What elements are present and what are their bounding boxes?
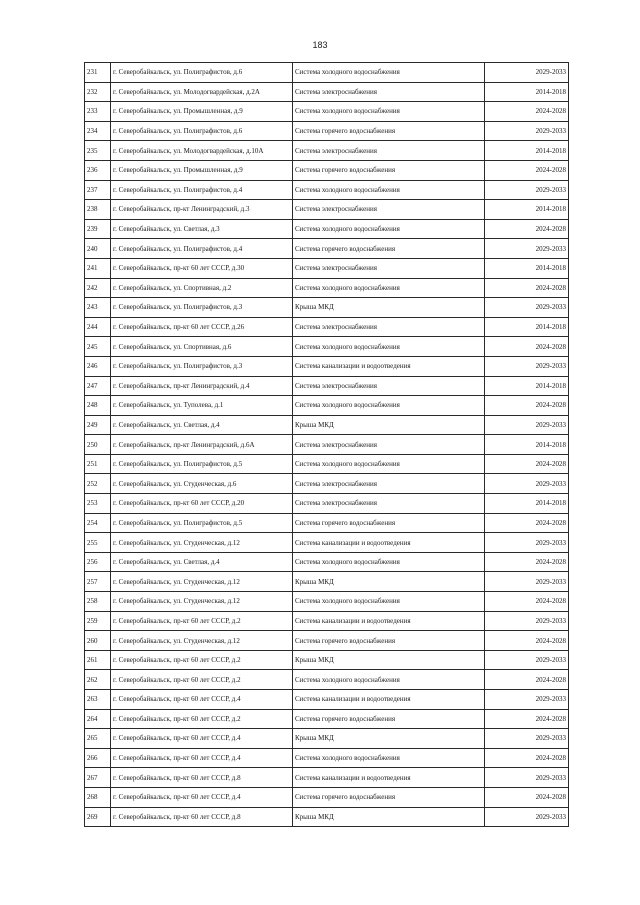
period-cell: 2029-2033 bbox=[485, 690, 569, 710]
row-number-cell: 265 bbox=[85, 729, 111, 749]
period-cell: 2024-2028 bbox=[485, 454, 569, 474]
address-cell: г. Северобайкальск, ул. Светлая, д.4 bbox=[111, 552, 293, 572]
address-cell: г. Северобайкальск, ул. Спортивная, д.6 bbox=[111, 337, 293, 357]
period-cell: 2029-2033 bbox=[485, 611, 569, 631]
table-row bbox=[85, 690, 569, 710]
period-cell: 2029-2033 bbox=[485, 415, 569, 435]
period-cell: 2014-2018 bbox=[485, 258, 569, 278]
address-cell: г. Северобайкальск, ул. Студенческая, д.12 bbox=[111, 572, 293, 592]
period-cell: 2029-2033 bbox=[485, 572, 569, 592]
period-cell: 2029-2033 bbox=[485, 63, 569, 83]
table-row bbox=[85, 670, 569, 690]
system-cell: Крыша МКД bbox=[293, 298, 485, 318]
table-row bbox=[85, 121, 569, 141]
system-cell: Система канализации и водоотведения bbox=[293, 768, 485, 788]
table-row bbox=[85, 396, 569, 416]
table-row bbox=[85, 141, 569, 161]
system-cell: Система горячего водоснабжения bbox=[293, 631, 485, 651]
address-cell: г. Северобайкальск, пр-кт Ленинградский, д.6А bbox=[111, 435, 293, 455]
table-row bbox=[85, 180, 569, 200]
period-cell: 2024-2028 bbox=[485, 631, 569, 651]
table-row bbox=[85, 239, 569, 259]
row-number-cell: 258 bbox=[85, 592, 111, 612]
row-number-cell: 248 bbox=[85, 396, 111, 416]
period-cell: 2029-2033 bbox=[485, 121, 569, 141]
address-cell: г. Северобайкальск, пр-кт 60 лет СССР, д.2 bbox=[111, 650, 293, 670]
address-cell: г. Северобайкальск, пр-кт Ленинградский, д.3 bbox=[111, 200, 293, 220]
period-cell: 2029-2033 bbox=[485, 474, 569, 494]
row-number-cell: 267 bbox=[85, 768, 111, 788]
address-cell: г. Северобайкальск, пр-кт Ленинградский, д.4 bbox=[111, 376, 293, 396]
row-number-cell: 249 bbox=[85, 415, 111, 435]
row-number-cell: 259 bbox=[85, 611, 111, 631]
row-number-cell: 233 bbox=[85, 102, 111, 122]
address-cell: г. Северобайкальск, ул. Полиграфистов, д.6 bbox=[111, 121, 293, 141]
row-number-cell: 261 bbox=[85, 650, 111, 670]
address-cell: г. Северобайкальск, ул. Студенческая, д.12 bbox=[111, 631, 293, 651]
row-number-cell: 247 bbox=[85, 376, 111, 396]
row-number-cell: 263 bbox=[85, 690, 111, 710]
table-row bbox=[85, 552, 569, 572]
system-cell: Система горячего водоснабжения bbox=[293, 121, 485, 141]
row-number-cell: 243 bbox=[85, 298, 111, 318]
table-row bbox=[85, 454, 569, 474]
row-number-cell: 255 bbox=[85, 533, 111, 553]
table-row bbox=[85, 533, 569, 553]
table-row bbox=[85, 356, 569, 376]
table-row bbox=[85, 415, 569, 435]
address-cell: г. Северобайкальск, пр-кт 60 лет СССР, д.8 bbox=[111, 807, 293, 827]
registry-table-body bbox=[85, 63, 569, 827]
period-cell: 2024-2028 bbox=[485, 670, 569, 690]
row-number-cell: 235 bbox=[85, 141, 111, 161]
address-cell: г. Северобайкальск, ул. Полиграфистов, д.6 bbox=[111, 63, 293, 83]
period-cell: 2014-2018 bbox=[485, 435, 569, 455]
address-cell: г. Северобайкальск, ул. Спортивная, д.2 bbox=[111, 278, 293, 298]
address-cell: г. Северобайкальск, пр-кт 60 лет СССР, д.20 bbox=[111, 494, 293, 514]
address-cell: г. Северобайкальск, ул. Студенческая, д.6 bbox=[111, 474, 293, 494]
system-cell: Система электроснабжения bbox=[293, 376, 485, 396]
row-number-cell: 244 bbox=[85, 317, 111, 337]
table-row bbox=[85, 219, 569, 239]
system-cell: Система холодного водоснабжения bbox=[293, 278, 485, 298]
table-row bbox=[85, 513, 569, 533]
address-cell: г. Северобайкальск, ул. Полиграфистов, д.4 bbox=[111, 180, 293, 200]
table-row bbox=[85, 258, 569, 278]
row-number-cell: 241 bbox=[85, 258, 111, 278]
table-row bbox=[85, 592, 569, 612]
table-row bbox=[85, 474, 569, 494]
page-number: 183 bbox=[312, 40, 328, 50]
table-row bbox=[85, 376, 569, 396]
period-cell: 2014-2018 bbox=[485, 317, 569, 337]
row-number-cell: 250 bbox=[85, 435, 111, 455]
system-cell: Система горячего водоснабжения bbox=[293, 513, 485, 533]
table-row bbox=[85, 298, 569, 318]
system-cell: Система холодного водоснабжения bbox=[293, 454, 485, 474]
address-cell: г. Северобайкальск, ул. Студенческая, д.12 bbox=[111, 592, 293, 612]
system-cell: Система канализации и водоотведения bbox=[293, 611, 485, 631]
system-cell: Система холодного водоснабжения bbox=[293, 670, 485, 690]
table-row bbox=[85, 768, 569, 788]
system-cell: Система канализации и водоотведения bbox=[293, 690, 485, 710]
period-cell: 2024-2028 bbox=[485, 748, 569, 768]
address-cell: г. Северобайкальск, ул. Полиграфистов, д.5 bbox=[111, 454, 293, 474]
period-cell: 2029-2033 bbox=[485, 180, 569, 200]
period-cell: 2024-2028 bbox=[485, 592, 569, 612]
table-row bbox=[85, 650, 569, 670]
row-number-cell: 236 bbox=[85, 160, 111, 180]
address-cell: г. Северобайкальск, пр-кт 60 лет СССР, д.4 bbox=[111, 748, 293, 768]
period-cell: 2024-2028 bbox=[485, 102, 569, 122]
row-number-cell: 238 bbox=[85, 200, 111, 220]
period-cell: 2024-2028 bbox=[485, 552, 569, 572]
address-cell: г. Северобайкальск, пр-кт 60 лет СССР, д.4 bbox=[111, 690, 293, 710]
table-row bbox=[85, 709, 569, 729]
system-cell: Система холодного водоснабжения bbox=[293, 219, 485, 239]
address-cell: г. Северобайкальск, пр-кт 60 лет СССР, д.8 bbox=[111, 768, 293, 788]
table-row bbox=[85, 337, 569, 357]
system-cell: Система холодного водоснабжения bbox=[293, 63, 485, 83]
row-number-cell: 260 bbox=[85, 631, 111, 651]
system-cell: Система горячего водоснабжения bbox=[293, 709, 485, 729]
system-cell: Система холодного водоснабжения bbox=[293, 102, 485, 122]
row-number-cell: 256 bbox=[85, 552, 111, 572]
registry-table bbox=[84, 62, 569, 827]
table-row bbox=[85, 807, 569, 827]
system-cell: Система горячего водоснабжения bbox=[293, 787, 485, 807]
table-row bbox=[85, 494, 569, 514]
period-cell: 2024-2028 bbox=[485, 219, 569, 239]
system-cell: Крыша МКД bbox=[293, 650, 485, 670]
address-cell: г. Северобайкальск, ул. Промышленная, д.9 bbox=[111, 160, 293, 180]
row-number-cell: 269 bbox=[85, 807, 111, 827]
address-cell: г. Северобайкальск, пр-кт 60 лет СССР, д.2 bbox=[111, 709, 293, 729]
table-row bbox=[85, 631, 569, 651]
table-row bbox=[85, 200, 569, 220]
system-cell: Система электроснабжения bbox=[293, 200, 485, 220]
period-cell: 2024-2028 bbox=[485, 396, 569, 416]
system-cell: Крыша МКД bbox=[293, 415, 485, 435]
period-cell: 2024-2028 bbox=[485, 787, 569, 807]
system-cell: Система горячего водоснабжения bbox=[293, 239, 485, 259]
period-cell: 2014-2018 bbox=[485, 200, 569, 220]
row-number-cell: 253 bbox=[85, 494, 111, 514]
address-cell: г. Северобайкальск, ул. Молодогвардейская, д.2А bbox=[111, 82, 293, 102]
table-row bbox=[85, 278, 569, 298]
system-cell: Система горячего водоснабжения bbox=[293, 160, 485, 180]
system-cell: Крыша МКД bbox=[293, 729, 485, 749]
system-cell: Система электроснабжения bbox=[293, 317, 485, 337]
period-cell: 2029-2033 bbox=[485, 650, 569, 670]
period-cell: 2014-2018 bbox=[485, 494, 569, 514]
period-cell: 2029-2033 bbox=[485, 768, 569, 788]
table-row bbox=[85, 729, 569, 749]
period-cell: 2014-2018 bbox=[485, 141, 569, 161]
row-number-cell: 232 bbox=[85, 82, 111, 102]
period-cell: 2024-2028 bbox=[485, 278, 569, 298]
period-cell: 2024-2028 bbox=[485, 513, 569, 533]
row-number-cell: 268 bbox=[85, 787, 111, 807]
address-cell: г. Северобайкальск, ул. Туполева, д.1 bbox=[111, 396, 293, 416]
row-number-cell: 264 bbox=[85, 709, 111, 729]
system-cell: Система электроснабжения bbox=[293, 474, 485, 494]
row-number-cell: 237 bbox=[85, 180, 111, 200]
table-row bbox=[85, 611, 569, 631]
address-cell: г. Северобайкальск, ул. Полиграфистов, д.3 bbox=[111, 356, 293, 376]
address-cell: г. Северобайкальск, ул. Полиграфистов, д.4 bbox=[111, 239, 293, 259]
row-number-cell: 240 bbox=[85, 239, 111, 259]
system-cell: Система холодного водоснабжения bbox=[293, 337, 485, 357]
address-cell: г. Северобайкальск, ул. Полиграфистов, д.5 bbox=[111, 513, 293, 533]
system-cell: Система холодного водоснабжения bbox=[293, 748, 485, 768]
address-cell: г. Северобайкальск, ул. Студенческая, д.12 bbox=[111, 533, 293, 553]
row-number-cell: 231 bbox=[85, 63, 111, 83]
row-number-cell: 246 bbox=[85, 356, 111, 376]
row-number-cell: 251 bbox=[85, 454, 111, 474]
row-number-cell: 266 bbox=[85, 748, 111, 768]
table-row bbox=[85, 435, 569, 455]
address-cell: г. Северобайкальск, ул. Промышленная, д.9 bbox=[111, 102, 293, 122]
period-cell: 2029-2033 bbox=[485, 298, 569, 318]
period-cell: 2024-2028 bbox=[485, 709, 569, 729]
address-cell: г. Северобайкальск, пр-кт 60 лет СССР, д.4 bbox=[111, 787, 293, 807]
period-cell: 2024-2028 bbox=[485, 160, 569, 180]
row-number-cell: 234 bbox=[85, 121, 111, 141]
table-row bbox=[85, 317, 569, 337]
address-cell: г. Северобайкальск, ул. Светлая, д.4 bbox=[111, 415, 293, 435]
row-number-cell: 242 bbox=[85, 278, 111, 298]
period-cell: 2029-2033 bbox=[485, 239, 569, 259]
system-cell: Система холодного водоснабжения bbox=[293, 180, 485, 200]
system-cell: Система канализации и водоотведения bbox=[293, 356, 485, 376]
system-cell: Система холодного водоснабжения bbox=[293, 592, 485, 612]
period-cell: 2029-2033 bbox=[485, 729, 569, 749]
table-row bbox=[85, 102, 569, 122]
table-row bbox=[85, 82, 569, 102]
period-cell: 2024-2028 bbox=[485, 337, 569, 357]
address-cell: г. Северобайкальск, пр-кт 60 лет СССР, д.4 bbox=[111, 729, 293, 749]
period-cell: 2014-2018 bbox=[485, 376, 569, 396]
system-cell: Крыша МКД bbox=[293, 572, 485, 592]
row-number-cell: 257 bbox=[85, 572, 111, 592]
period-cell: 2029-2033 bbox=[485, 533, 569, 553]
row-number-cell: 254 bbox=[85, 513, 111, 533]
address-cell: г. Северобайкальск, ул. Светлая, д.3 bbox=[111, 219, 293, 239]
address-cell: г. Северобайкальск, пр-кт 60 лет СССР, д.2 bbox=[111, 670, 293, 690]
address-cell: г. Северобайкальск, ул. Молодогвардейская, д.10А bbox=[111, 141, 293, 161]
table-row bbox=[85, 160, 569, 180]
row-number-cell: 245 bbox=[85, 337, 111, 357]
table-row bbox=[85, 787, 569, 807]
address-cell: г. Северобайкальск, пр-кт 60 лет СССР, д.26 bbox=[111, 317, 293, 337]
system-cell: Система холодного водоснабжения bbox=[293, 552, 485, 572]
address-cell: г. Северобайкальск, пр-кт 60 лет СССР, д.2 bbox=[111, 611, 293, 631]
system-cell: Система канализации и водоотведения bbox=[293, 533, 485, 553]
system-cell: Система холодного водоснабжения bbox=[293, 396, 485, 416]
system-cell: Система электроснабжения bbox=[293, 494, 485, 514]
row-number-cell: 239 bbox=[85, 219, 111, 239]
period-cell: 2029-2033 bbox=[485, 356, 569, 376]
period-cell: 2029-2033 bbox=[485, 807, 569, 827]
system-cell: Система электроснабжения bbox=[293, 141, 485, 161]
table-row bbox=[85, 748, 569, 768]
system-cell: Система электроснабжения bbox=[293, 258, 485, 278]
system-cell: Система электроснабжения bbox=[293, 82, 485, 102]
table-row bbox=[85, 63, 569, 83]
address-cell: г. Северобайкальск, ул. Полиграфистов, д.3 bbox=[111, 298, 293, 318]
address-cell: г. Северобайкальск, пр-кт 60 лет СССР, д.30 bbox=[111, 258, 293, 278]
row-number-cell: 252 bbox=[85, 474, 111, 494]
system-cell: Система электроснабжения bbox=[293, 435, 485, 455]
table-row bbox=[85, 572, 569, 592]
period-cell: 2014-2018 bbox=[485, 82, 569, 102]
row-number-cell: 262 bbox=[85, 670, 111, 690]
system-cell: Крыша МКД bbox=[293, 807, 485, 827]
